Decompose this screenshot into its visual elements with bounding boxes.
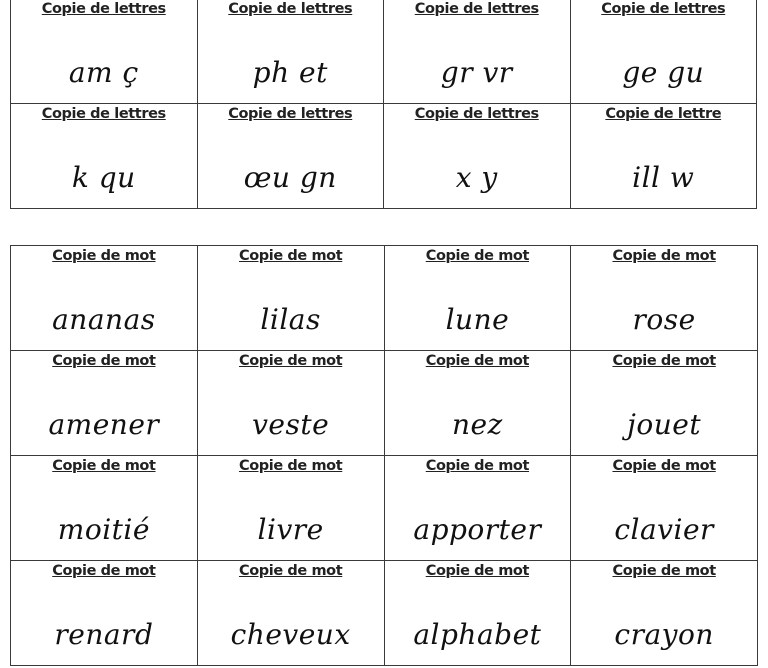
word-card [11, 456, 198, 561]
letter-card [384, 104, 571, 209]
card-label: Copie de mot [425, 353, 530, 369]
letter-card [197, 104, 384, 209]
table-row [11, 351, 758, 456]
word-card [384, 246, 571, 351]
card-label: Copie de lettres [41, 106, 166, 122]
cursive-letters: gr vr [440, 56, 513, 89]
card-label: Copie de mot [612, 458, 716, 474]
card-label: Copie de lettres [228, 106, 353, 122]
cursive-letters: ill w [632, 161, 695, 194]
word-card [197, 456, 384, 561]
word-card [571, 246, 758, 351]
cursive-letters: ge gu [622, 56, 705, 89]
card-label: Copie de mot [238, 353, 343, 369]
card-label: Copie de mot [52, 458, 156, 474]
cursive-word: veste [252, 408, 330, 441]
letter-card [11, 104, 198, 209]
cursive-word: livre [257, 513, 324, 546]
cursive-word: apporter [413, 513, 542, 546]
table-row [11, 456, 758, 561]
cursive-letters: œu gn [243, 161, 337, 194]
table-row [11, 104, 757, 209]
word-card [571, 351, 758, 456]
card-label: Copie de lettres [414, 106, 539, 122]
letter-card [11, 0, 198, 104]
cursive-word: renard [54, 618, 154, 651]
letter-card [570, 0, 757, 104]
card-label: Copie de mot [425, 458, 530, 474]
cursive-word: cheveux [230, 618, 351, 651]
card-label: Copie de mot [612, 248, 716, 264]
cursive-letters: ph et [252, 56, 328, 89]
card-label: Copie de mot [52, 563, 156, 579]
card-label: Copie de mot [238, 458, 343, 474]
letters-copy-table [10, 0, 757, 209]
cursive-word: alphabet [413, 618, 542, 651]
card-label: Copie de mot [52, 353, 156, 369]
cursive-word: clavier [614, 513, 714, 546]
cursive-word: lilas [260, 303, 321, 336]
card-label: Copie de mot [238, 563, 343, 579]
cursive-word: rose [632, 303, 696, 336]
card-label: Copie de lettres [414, 1, 539, 17]
card-label: Copie de lettre [605, 106, 722, 122]
cursive-letters: k qu [71, 161, 136, 194]
word-card [571, 456, 758, 561]
table-row [11, 246, 758, 351]
card-label: Copie de mot [52, 248, 156, 264]
card-label: Copie de mot [612, 563, 716, 579]
table-row [11, 0, 757, 104]
word-card [11, 561, 198, 666]
card-label: Copie de mot [238, 248, 343, 264]
card-label: Copie de lettres [601, 1, 726, 17]
cursive-letters: x y [455, 161, 498, 194]
cursive-word: amener [48, 408, 160, 441]
word-card [11, 351, 198, 456]
word-card [11, 246, 198, 351]
word-card [197, 246, 384, 351]
cursive-word: jouet [627, 408, 702, 441]
cursive-word: ananas [52, 303, 156, 336]
cursive-letters: am ç [68, 56, 139, 89]
table-row [11, 561, 758, 666]
word-card [384, 456, 571, 561]
words-copy-table [10, 245, 758, 666]
word-card [384, 561, 571, 666]
word-card [197, 351, 384, 456]
cursive-word: moitié [57, 513, 150, 546]
word-card [197, 561, 384, 666]
word-card [571, 561, 758, 666]
card-label: Copie de lettres [41, 1, 166, 17]
card-label: Copie de lettres [228, 1, 353, 17]
cursive-word: lune [445, 303, 510, 336]
card-label: Copie de mot [612, 353, 716, 369]
letter-card [384, 0, 571, 104]
word-card [384, 351, 571, 456]
cursive-word: crayon [614, 618, 714, 651]
letter-card [197, 0, 384, 104]
letter-card [570, 104, 757, 209]
cursive-word: nez [451, 408, 503, 441]
card-label: Copie de mot [425, 248, 530, 264]
card-label: Copie de mot [425, 563, 530, 579]
